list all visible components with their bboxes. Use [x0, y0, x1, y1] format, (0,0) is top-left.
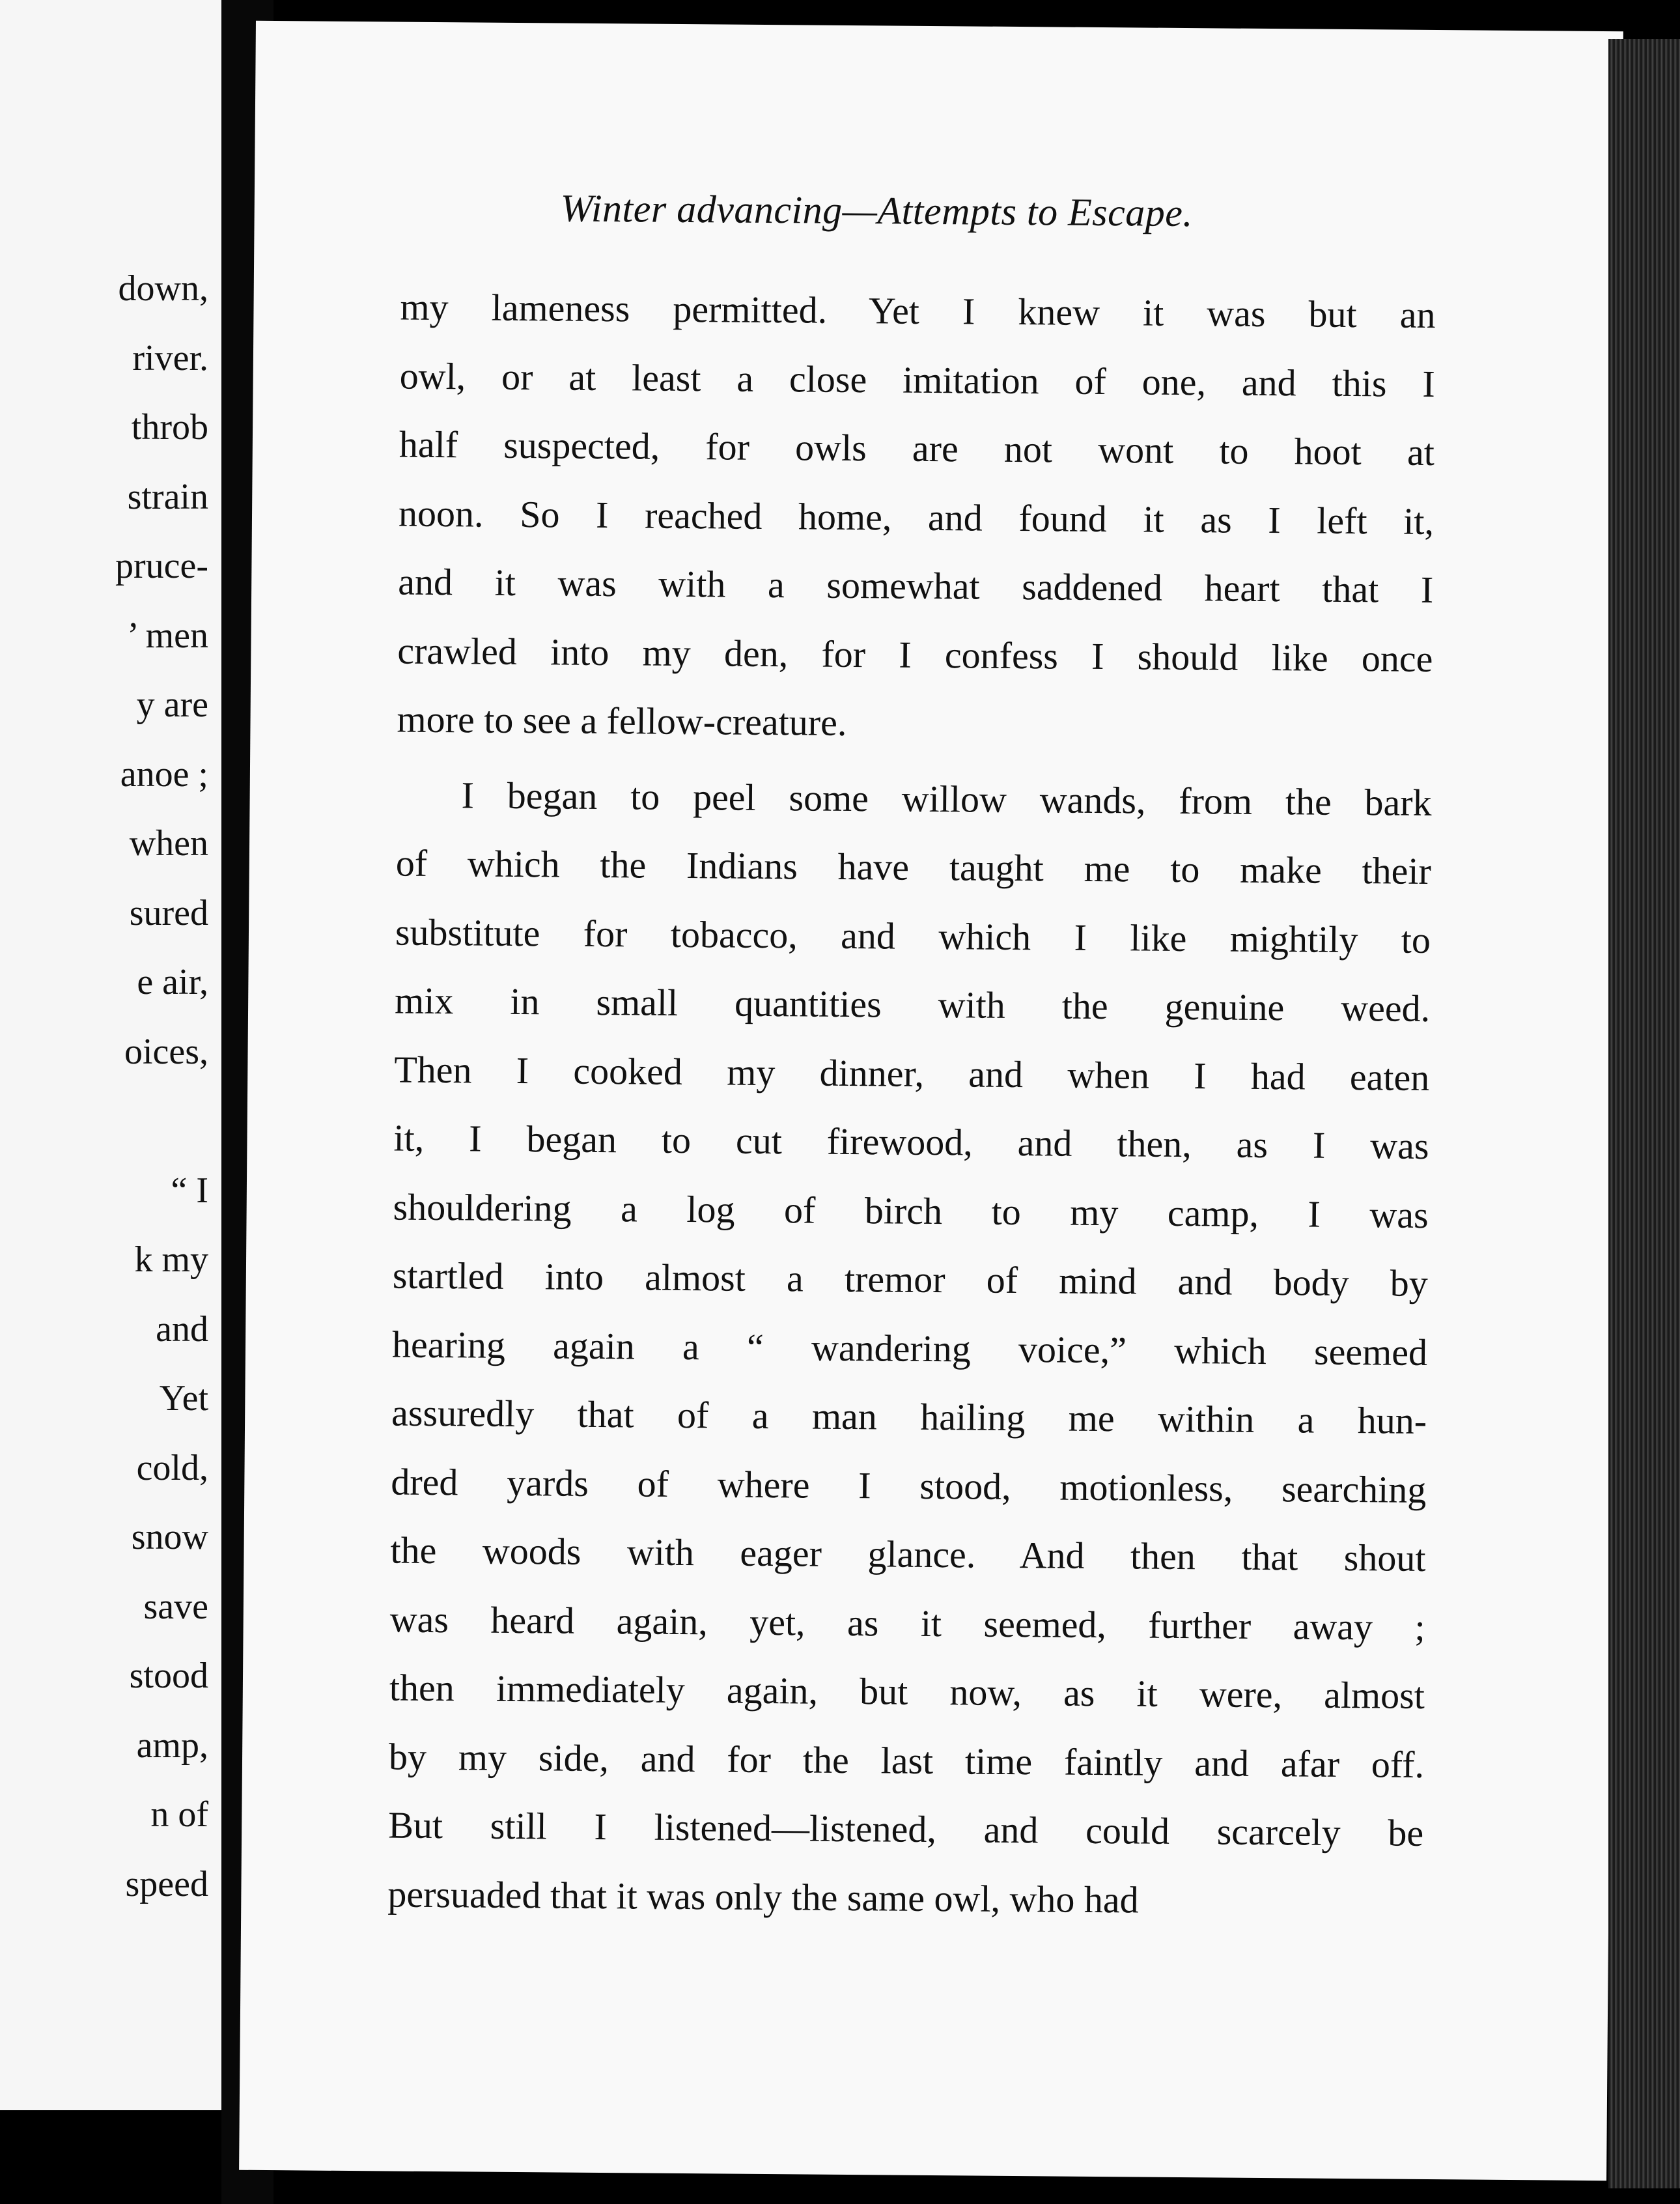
text-line: startled into almost a tremor of mind and body by — [392, 1254, 1429, 1305]
text-line: I began to peel some willow wands, from the bark — [461, 773, 1432, 824]
left-page-line: strain — [127, 476, 208, 517]
left-page-line: when — [129, 823, 208, 864]
text-line: But still I listened—listened, and could scarcely be — [387, 1803, 1424, 1854]
right-page — [239, 21, 1623, 2181]
left-page-line: y are — [136, 685, 208, 725]
text-line: and it was with a somewhat saddened heart that I — [397, 560, 1434, 612]
text-line: owl, or at least a close imitation of one, and this I — [399, 354, 1435, 405]
paragraph-2 — [387, 760, 1432, 1936]
running-head — [560, 186, 1674, 246]
left-page-line: down, — [118, 268, 208, 309]
running-head-title: Winter advancing—Attempts to Escape. — [560, 186, 1194, 235]
text-line: my lameness permitted. Yet I knew it was but an — [400, 285, 1436, 337]
left-page-line: cold, — [136, 1447, 208, 1488]
text-line: mix in small quantities with the genuine weed. — [394, 979, 1431, 1030]
left-page-line: n of — [150, 1794, 208, 1835]
text-line: noon. So I reached home, and found it as I left it, — [398, 492, 1435, 543]
left-page-line: snow — [131, 1517, 208, 1557]
text-line: hearing again a “ wandering voice,” which seemed — [391, 1323, 1428, 1374]
left-page-line — [115, 1086, 208, 1156]
left-page-line: sured — [129, 892, 208, 933]
left-page-line: and — [156, 1308, 208, 1349]
left-facing-page — [0, 0, 221, 2110]
text-line: persuaded that it was only the same owl, who had — [387, 1872, 1139, 1921]
left-page-line: anoe ; — [120, 754, 208, 795]
left-page-line: Yet — [159, 1378, 208, 1419]
text-line: the woods with eager glance. And then that shout — [390, 1529, 1426, 1579]
left-page-line: speed — [125, 1863, 208, 1904]
text-line: of which the Indians have taught me to make their — [395, 841, 1432, 893]
left-page-line: ’ men — [127, 615, 208, 656]
text-line: more to see a fellow-creature. — [397, 698, 847, 744]
left-page-line: oices, — [124, 1031, 208, 1072]
text-line: was heard again, yet, as it seemed, further away ; — [389, 1597, 1425, 1648]
left-page-line: save — [143, 1586, 208, 1627]
text-line: by my side, and for the last time faintly and afar off. — [388, 1734, 1425, 1786]
left-page-line: river. — [132, 337, 208, 378]
text-line: assuredly that of a man hailing me within a hun- — [391, 1391, 1427, 1442]
text-line: it, I began to cut firewood, and then, as I was — [393, 1116, 1429, 1168]
left-page-line: “ I — [171, 1170, 208, 1211]
page-edges — [1608, 39, 1680, 2188]
left-page-line: pruce- — [115, 546, 208, 586]
left-page-line: k my — [134, 1239, 208, 1280]
text-line: shouldering a log of birch to my camp, I was — [393, 1185, 1429, 1236]
body-text — [387, 273, 1436, 1936]
left-page-line: stood — [129, 1656, 208, 1696]
text-line: half suspected, for owls are not wont to hoot at — [399, 423, 1435, 474]
text-line: then immediately again, but now, as it were, almost — [389, 1666, 1425, 1717]
text-line: substitute for tobacco, and which I like mightily to — [395, 911, 1431, 961]
text-line: dred yards of where I stood, motionless, searching — [391, 1460, 1427, 1511]
left-page-line: e air, — [137, 962, 208, 1002]
text-line: crawled into my den, for I confess I should like once — [397, 629, 1433, 680]
left-page-line-endings — [115, 254, 208, 1919]
paragraph-1 — [397, 273, 1436, 762]
text-line: Then I cooked my dinner, and when I had eaten — [394, 1048, 1430, 1099]
left-page-line: throb — [131, 407, 208, 447]
left-page-line: amp, — [136, 1725, 208, 1766]
